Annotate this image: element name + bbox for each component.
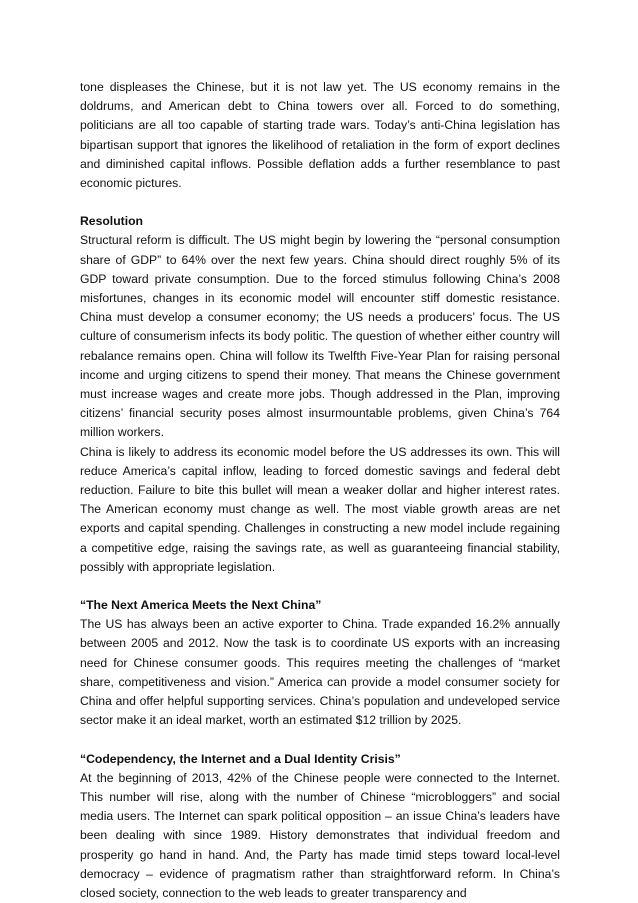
paragraph-spacer <box>80 577 560 596</box>
resolution-heading: Resolution <box>80 214 143 229</box>
intro-paragraph: tone displeases the Chinese, but it is not law yet. The US economy remains in the doldrums, and American debt to China towers over all. Forced to do something, politicians are all too capable of starting trade wars. Today’s anti-China legislation has bipartisan support that ignores the likelihood of retaliation in the form of export declines and diminished capital inflows. Possible deflation adds a further resemblance to past economic pictures. <box>80 80 560 191</box>
codependency-paragraph: At the beginning of 2013, 42% of the Chinese people were connected to the Internet. This number will rise, along with the number of Chinese “microbloggers” and social media users. The Internet can spark political opposition – an issue China’s leaders have been dealing with since 1989. History demonstrates that individual freedom and prosperity go hand in hand. And, the Party has made timid steps toward local-level democracy – evidence of pragmatism rather than straightforward reform. In China’s closed society, connection to the web leads to greater transparency and <box>80 770 560 900</box>
paragraph-spacer <box>80 731 560 750</box>
codependency-heading: “Codependency, the Internet and a Dual Identity Crisis” <box>80 751 401 766</box>
resolution-paragraph-2: China is likely to address its economic model before the US addresses its own. This will reduce America’s capital inflow, leading to forced domestic savings and federal debt reduction. Failure to bite this bullet will mean a weaker dollar and higher interest rates. The American economy must change as well. The most viable growth areas are net exports and capital spending. Challenges in constructing a new model include regaining a competitive edge, raising the savings rate, as well as guaranteeing financial stability, possibly with appropriate legislation. <box>80 444 560 574</box>
paragraph-spacer <box>80 193 560 212</box>
resolution-paragraph-1: Structural reform is difficult. The US might begin by lowering the “personal consumption share of GDP” to 64% over the next few years. China should direct roughly 5% of its GDP toward private consumption. Due to the forced stimulus following China’s 2008 misfortunes, changes in its economic model will encounter stiff domestic resistance. China must develop a consumer economy; the US needs a producers’ focus. The US culture of consumerism infects its body politic. The question of whether either country will rebalance remains open. China will follow its Twelfth Five-Year Plan for raising personal income and urging citizens to spend their money. That means the Chinese government must increase wages and create more jobs. Though addressed in the Plan, improving citizens’ financial security poses almost insurmountable problems, given China’s 764 million workers. <box>80 233 560 440</box>
next-america-paragraph: The US has always been an active exporter to China. Trade expanded 16.2% annually between 2005 and 2012. Now the task is to coordinate US exports with an increasing need for Chinese consumer goods. This requires meeting the challenges of “market share, competitiveness and vision.” America can provide a model consumer society for China and offer helpful supporting services. China’s population and undeveloped service sector make it an ideal market, worth an estimated $12 trillion by 2025. <box>80 617 560 728</box>
next-america-heading: “The Next America Meets the Next China” <box>80 598 322 613</box>
document-page <box>80 78 560 903</box>
